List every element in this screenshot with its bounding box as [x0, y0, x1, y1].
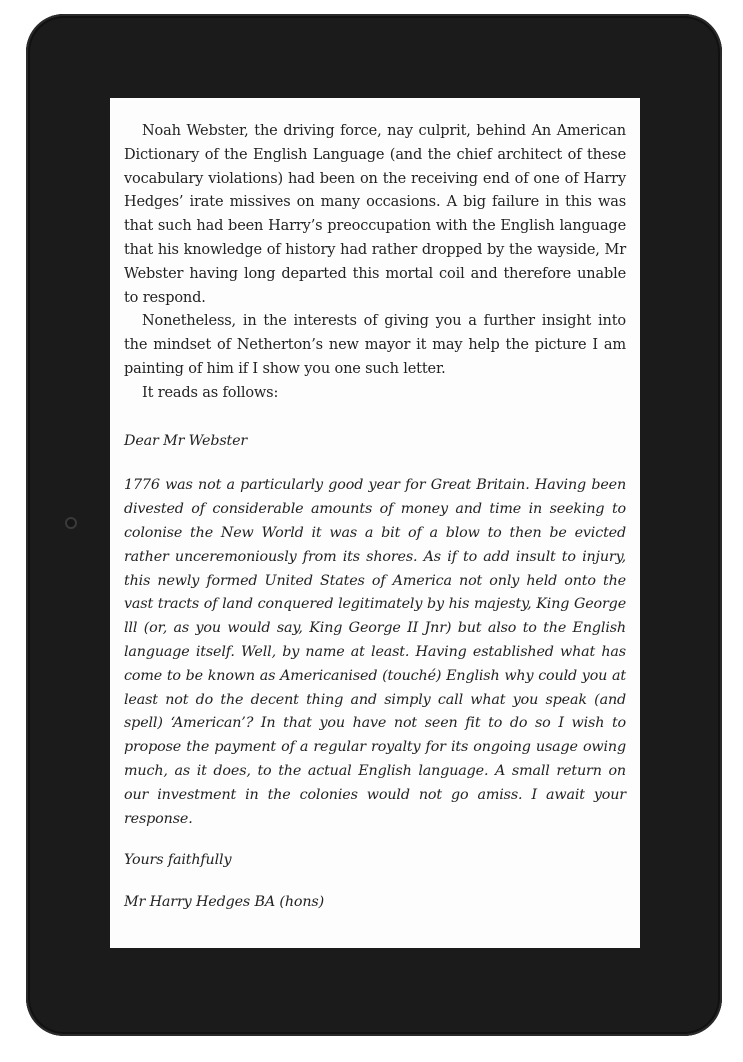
letter-greeting: Dear Mr Webster [124, 432, 248, 449]
paragraph: It reads as follows: [142, 384, 279, 401]
paragraph: Nonetheless, in the interests of giving you a further insight into the mindset of Netherton’s new mayor it may help the picture I am painting of him if I show you one such letter. [124, 313, 626, 377]
narrative-text [124, 120, 626, 406]
quoted-letter [124, 430, 626, 915]
paragraph: Noah Webster, the driving force, nay culprit, behind An American Dictionary of the English Language (and the chief architect of these vocabulary violations) had been on the receiving end of one of Harry Hedges’ irate missives on many occasions. A big failure in this was that such had been Harry’s preoccupation with the English language that his knowledge of history had rather dropped by the wayside, Mr Webster having long departed this mortal coil and therefore unable to respond. [124, 123, 626, 306]
e-reader-device [26, 14, 722, 1036]
letter-signature: Mr Harry Hedges BA (hons) [124, 894, 325, 911]
letter-body: 1776 was not a particularly good year for Great Britain. Having been divested of considerable amounts of money and time in seeking to colonise the New World it was a bit of a blow to then be evicted rather unceremoniously from its shores. As if to add insult to injury, this newly formed United States of America not only held onto the vast tracts of land conquered legitimately by his majesty, King George lll (or, as you would say, King George II Jnr) but also to the English language itself. Well, by name at least. Having established what has come to be known as Americanised (touché) English why could you at least not do the decent thing and simply call what you speak (and spell) ‘American’? In that you have not seen fit to do so I wish to propose the payment of a regular royalty for its ongoing usage owing much, as it does, to the actual English language. A small return on our investment in the colonies would not go amiss. I await your response. [124, 477, 626, 827]
reading-page[interactable] [110, 98, 640, 948]
letter-closing: Yours faithfully [124, 852, 232, 869]
camera-icon [65, 517, 77, 529]
